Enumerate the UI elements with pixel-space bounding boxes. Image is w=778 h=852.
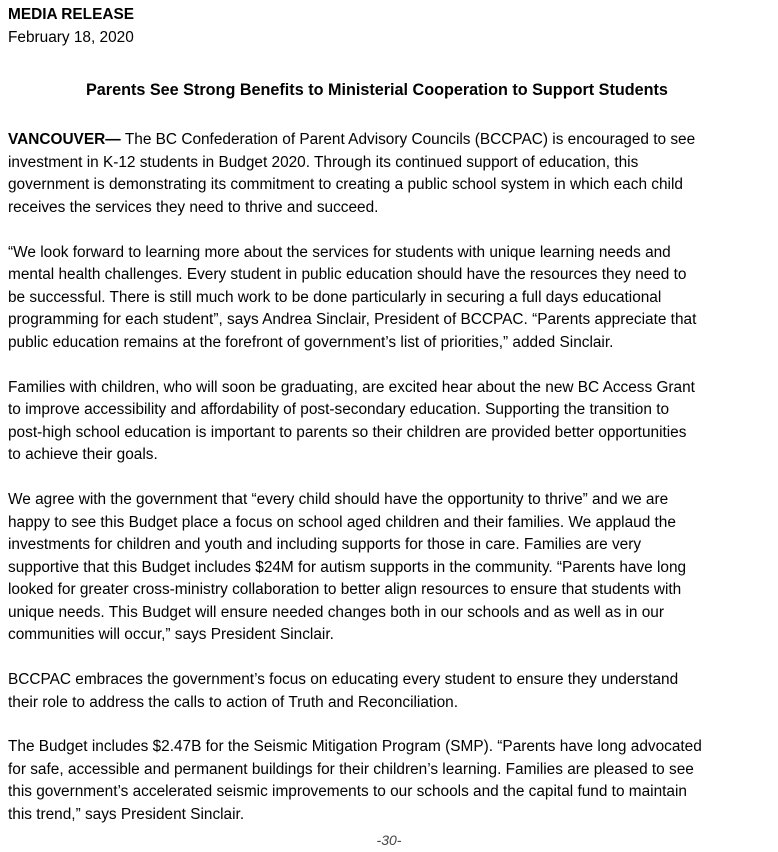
paragraph-4: We agree with the government that “every child should have the opportunity to thrive” and we are happy to see this Budget place a focus on school aged children and their families. We applaud the investments for children and youth and including supports for those in care. Families are very supportive that this Budget includes $24M for autism supports in the community. “Parents have long looked for greater cross-ministry collaboration to better align resources to ensure that students with unique needs. This Budget will ensure needed changes both in our schools and as well as in our communities will occur,” says President Sinclair.	[8, 490, 687, 644]
release-date: February 18, 2020	[8, 28, 134, 46]
headline: Parents See Strong Benefits to Ministerial Cooperation to Support Students	[86, 81, 668, 100]
paragraph-2: “We look forward to learning more about the services for students with unique learning needs and mental health challenges. Every student in public education should have the resources they need to be successful. There is still much work to be done particularly in securing a full days educational programming for each student”, says Andrea Sinclair, President of BCCPAC. “Parents appreciate that public education remains at the forefront of government’s list of priorities,” added Sinclair.	[8, 243, 697, 351]
paragraph-3: Families with children, who will soon be graduating, are excited hear about the new BC Access Grant to improve accessibility and affordability of post-secondary education. Supporting the transition to post-high school education is important to parents so their children are provided better opportunities to achieve their goals.	[8, 378, 695, 464]
release-label: MEDIA RELEASE	[8, 6, 134, 23]
paragraph-5: BCCPAC embraces the government’s focus on educating every student to ensure they understand their role to address the calls to action of Truth and Reconciliation.	[8, 671, 679, 711]
dateline: VANCOUVER—	[8, 131, 125, 149]
paragraph-1	[8, 129, 770, 219]
end-mark: -30-	[376, 832, 402, 848]
paragraph-6: The Budget includes $2.47B for the Seismic Mitigation Program (SMP). “Parents have long advocated for safe, accessible and permanent buildings for their children’s learning. Families are pleased to see this government’s accelerated seismic improvements to our schools and the capital fund to maintain this trend,” says President Sinclair.	[8, 738, 702, 824]
paragraph-1-text: The BC Confederation of Parent Advisory Councils (BCCPAC) is encouraged to see investment in K-12 students in Budget 2020. Through its continued support of education, this government is demonstrating its commitment to creating a public school system in which each child receives the services they need to thrive and succeed.	[8, 131, 696, 216]
